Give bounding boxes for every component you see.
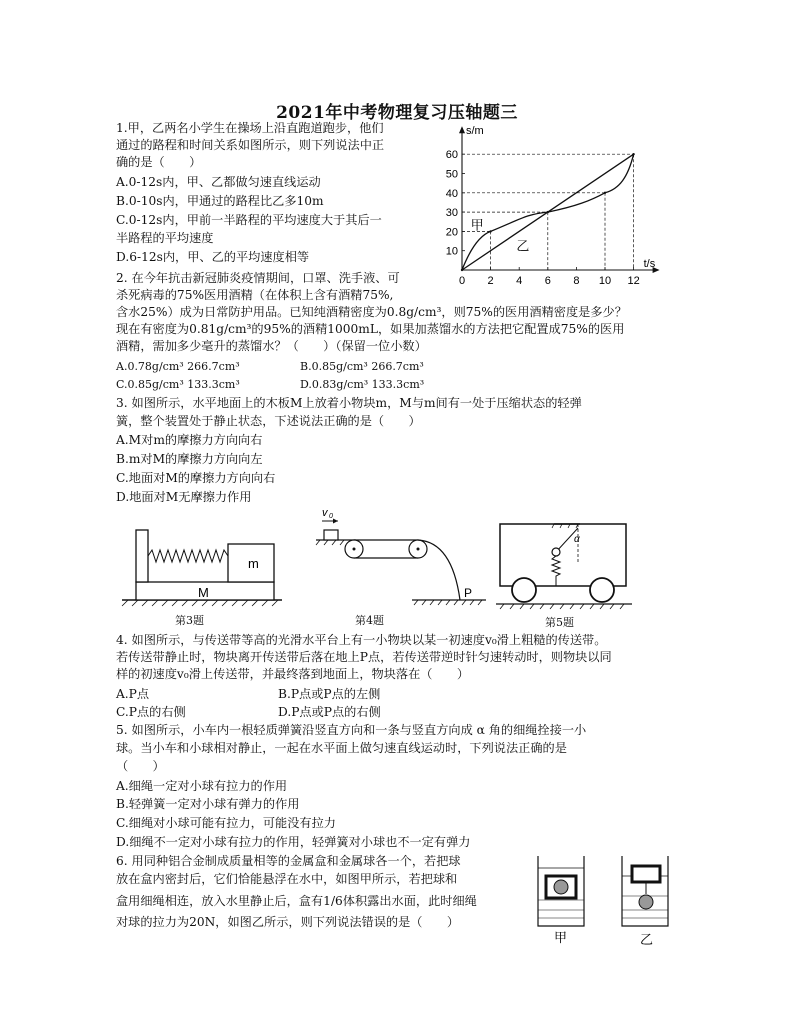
y-tick-label: 50 [445,168,458,181]
q1-option-a: A.0-12s内，甲、乙都做匀速直线运动 [116,175,321,189]
y-tick-label: 30 [445,207,458,220]
small-ball [552,548,560,556]
q2-option-d: D.0.83g/cm³ 133.3cm³ [300,378,425,391]
y-axis-arrow [459,126,465,133]
q4-option-b: B.P点或P点的左侧 [278,687,381,701]
q6-line: 放在盒内密封后，它们恰能悬浮在水中，如图甲所示，若把球和 [116,872,458,886]
q4-option-d: D.P点或P点的右侧 [278,705,381,719]
alpha-label: α [574,534,580,545]
q5-line: 球。当小车和小球相对静止，一起在水平面上做匀速直线运动时，下列说法正确的是 [116,741,567,755]
q4-option-a: A.P点 [116,687,150,701]
y-tick-label: 40 [445,187,458,200]
figure-5-cart [494,518,634,614]
left-wheel [512,578,536,602]
point-P-label: P [464,586,473,600]
v0-label: v [322,507,328,519]
q1-option-c: C.0-12s内，甲前一半路程的平均速度大于其后一 [116,213,382,227]
q6-line: 盒用细绳相连，放入水里静止后，盒有1/6体积露出水面，此时细绳 [116,894,477,908]
q5-line: （ ） [116,759,165,773]
figure-4-caption: 第4题 [355,614,384,627]
q3-line: 3. 如图所示，水平地面上的木板M上放着小物块m，M与m间有一处于压缩状态的轻弹 [116,396,582,410]
q1-option-d: D.6-12s内，甲、乙的平均速度相等 [116,250,310,264]
spring [148,550,228,562]
q1-line: 通过的路程和时间关系如图所示，则下列说法中正 [116,138,385,152]
figure-3-board-spring-block [118,522,286,612]
q6-line: 6. 用同种铝合金制成质量相等的金属盒和金属球各一个，若把球 [116,854,461,868]
small-block [324,530,338,540]
x-tick-label: 4 [516,275,523,287]
q2-line: 酒精，需加多少毫升的蒸馏水？（ ）（保留一位小数） [116,339,427,353]
q4-line: 样的初速度v₀滑上传送带，并最终落到地面上，物块落在（ ） [116,667,470,681]
series-jia-label: 甲 [470,217,484,233]
q4-line: 若传送带静止时，物块离开传送带后落在地上P点，若传送带逆时针匀速转动时，则物块以同 [116,650,612,664]
q5-option-b: B.轻弹簧一定对小球有弹力的作用 [116,797,300,811]
figure-4-conveyor-belt [312,504,488,610]
q1-line: 确的是（ ） [116,155,202,169]
x-tick-label: 12 [627,275,640,287]
series-jia-point [489,230,491,232]
q2-option-b: B.0.85g/cm³ 266.7cm³ [300,360,424,373]
q2-line: 2. 在今年抗击新冠肺炎疫情期间，口罩、洗手液、可 [116,271,400,285]
q3-option-d: D.地面对M无摩擦力作用 [116,490,252,504]
q2-line: 含水25%）成为日常防护用品。已知纯酒精密度为0.8g/cm³，则75%的医用酒精密度是多少？ [116,305,627,319]
q1-line: 半路程的平均速度 [116,231,214,245]
q2-line: 杀死病毒的75%医用酒精（在体积上含有酒精75%, [116,288,394,302]
x-tick-label: 0 [458,275,466,287]
q3-option-c: C.地面对M的摩擦力方向向右 [116,471,276,485]
series-yi-label: 乙 [516,238,530,254]
label-jia: 甲 [554,930,568,945]
x-tick-label: 8 [573,275,580,287]
ball-yi [639,895,653,909]
q5-option-d: D.细绳不一定对小球有拉力的作用，轻弹簧对小球也不一定有弹力 [116,835,471,849]
q1-option-b: B.0-10s内，甲通过的路程比乙多10m [116,194,324,208]
q3-option-b: B.m对M的摩擦力方向向左 [116,452,263,466]
q4-option-c: C.P点的右侧 [116,705,186,719]
q2-option-a: A.0.78g/cm³ 266.7cm³ [116,360,240,373]
x-axis-label: t/s [643,258,656,270]
x-tick-label: 2 [487,275,494,287]
q1-line: 1.甲，乙两名小学生在操场上沿直跑道跑步，他们 [116,121,384,135]
v0-subscript: 0 [329,513,333,520]
figure-6-box-and-ball [532,852,702,948]
q5-option-a: A.细绳一定对小球有拉力的作用 [116,779,288,793]
label-yi: 乙 [640,932,654,947]
figure-5-caption: 第5题 [545,616,574,629]
block-m-label: m [248,556,259,571]
q5-option-c: C.细绳对小球可能有拉力，可能没有拉力 [116,816,336,830]
q6-line: 对球的拉力为20N，如图乙所示，则下列说法错误的是（ ） [116,915,460,929]
series-jia-point [604,192,606,194]
y-tick-label: 60 [445,149,458,162]
x-tick-label: 6 [544,275,551,287]
x-tick-label: 10 [598,275,612,287]
cart-body [500,524,626,586]
board-wall [136,530,148,582]
s-t-graph [440,112,690,292]
y-axis-label: s/m [466,125,484,138]
y-tick-label: 20 [445,226,458,239]
q2-option-c: C.0.85g/cm³ 133.3cm³ [116,378,240,391]
figure-3-caption: 第3题 [175,614,204,627]
q3-line: 簧，整个装置处于静止状态，下述说法正确的是（ ） [116,414,421,428]
ball-jia [554,880,568,894]
page-title: 2021年中考物理复习压轴题三 [276,103,518,123]
board-M-label: M [198,585,209,600]
box-yi [632,866,660,882]
q2-line: 现在有密度为0.81g/cm³的95%的酒精1000mL，如果加蒸馏水的方法把它配置成75%的医用 [116,322,625,336]
y-tick-label: 10 [445,245,458,258]
q3-option-a: A.M对m的摩擦力方向向右 [116,433,263,447]
q4-line: 4. 如图所示，与传送带等高的光滑水平台上有一小物块以某一初速度v₀滑上粗糙的传送带。 [116,633,607,647]
right-wheel [590,578,614,602]
q5-line: 5. 如图所示，小车内一根轻质弹簧沿竖直方向和一条与竖直方向成 α 角的细绳拴接一小 [116,723,587,737]
